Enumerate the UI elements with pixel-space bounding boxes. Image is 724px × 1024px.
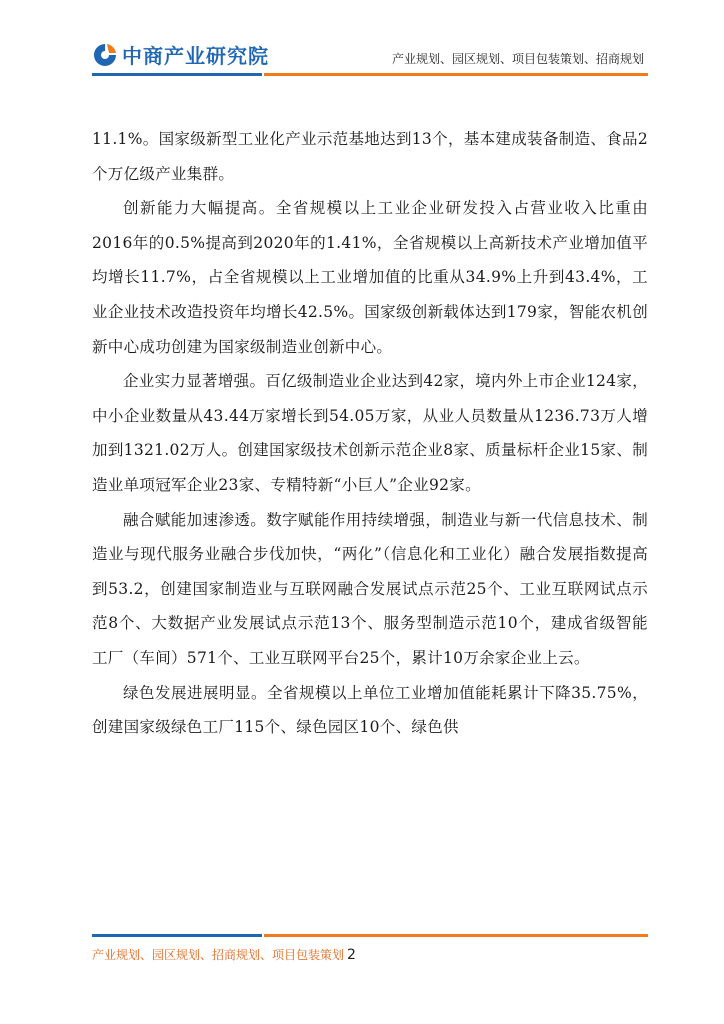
paragraph-innovation: 创新能力大幅提高。全省规模以上工业企业研发投入占营业收入比重由2016年的0.5%提高到2020年的1.41%，全省规模以上高新技术产业增加值平均增长11.7%，占全省规模以上工业增加值的比重从34.9%上升到43.4%，工业企业技术改造投资年均增长42.5%。国家级创新载体达到179家，智能农机创新中心成功创建为国家级制造业创新中心。 (92, 199, 648, 356)
page-number: 2 (347, 947, 356, 963)
footer-tagline: 产业规划、园区规划、招商规划、项目包装策划 (92, 948, 345, 962)
paragraph-green: 绿色发展进展明显。全省规模以上单位工业增加值能耗累计下降35.75%，创建国家级绿色工厂115个、绿色园区10个、绿色供 (92, 683, 648, 737)
logo-text: 中商产业研究院 (122, 44, 269, 68)
page-header (0, 0, 724, 90)
header-tagline: 产业规划、园区规划、项目包装策划、招商规划 (391, 52, 644, 66)
paragraph-enterprise: 企业实力显著增强。百亿级制造业企业达到42家，境内外上市企业124家，中小企业数量从43.44万家增长到54.05万家，从业人员数量从1236.73万人增加到1321.02万人。创建国家级技术创新示范企业8家、质量标杆企业15家、制造业单项冠军企业23家、专精特新“小巨人”企业92家。 (92, 372, 648, 494)
footer-divider-blue (92, 934, 262, 937)
header-divider-blue (92, 73, 262, 76)
header-divider-orange (264, 73, 648, 76)
footer-divider-orange (264, 934, 648, 937)
page-footer (92, 946, 356, 963)
paragraph-continued: 11.1%。国家级新型工业化产业示范基地达到13个，基本建成装备制造、食品2个万亿级产业集群。 (92, 130, 648, 183)
document-body (92, 122, 648, 745)
logo-mark-icon (92, 42, 118, 68)
paragraph-integration: 融合赋能加速渗透。数字赋能作用持续增强，制造业与新一代信息技术、制造业与现代服务业融合步伐加快，“两化”（信息化和工业化）融合发展指数提高到53.2，创建国家制造业与互联网融合发展试点示范25个、工业互联网试点示范8个、大数据产业发展试点示范13个、服务型制造示范10个，建成省级智能工厂（车间）571个、工业互联网平台25个，累计10万余家企业上云。 (92, 510, 648, 667)
company-logo (92, 40, 269, 69)
